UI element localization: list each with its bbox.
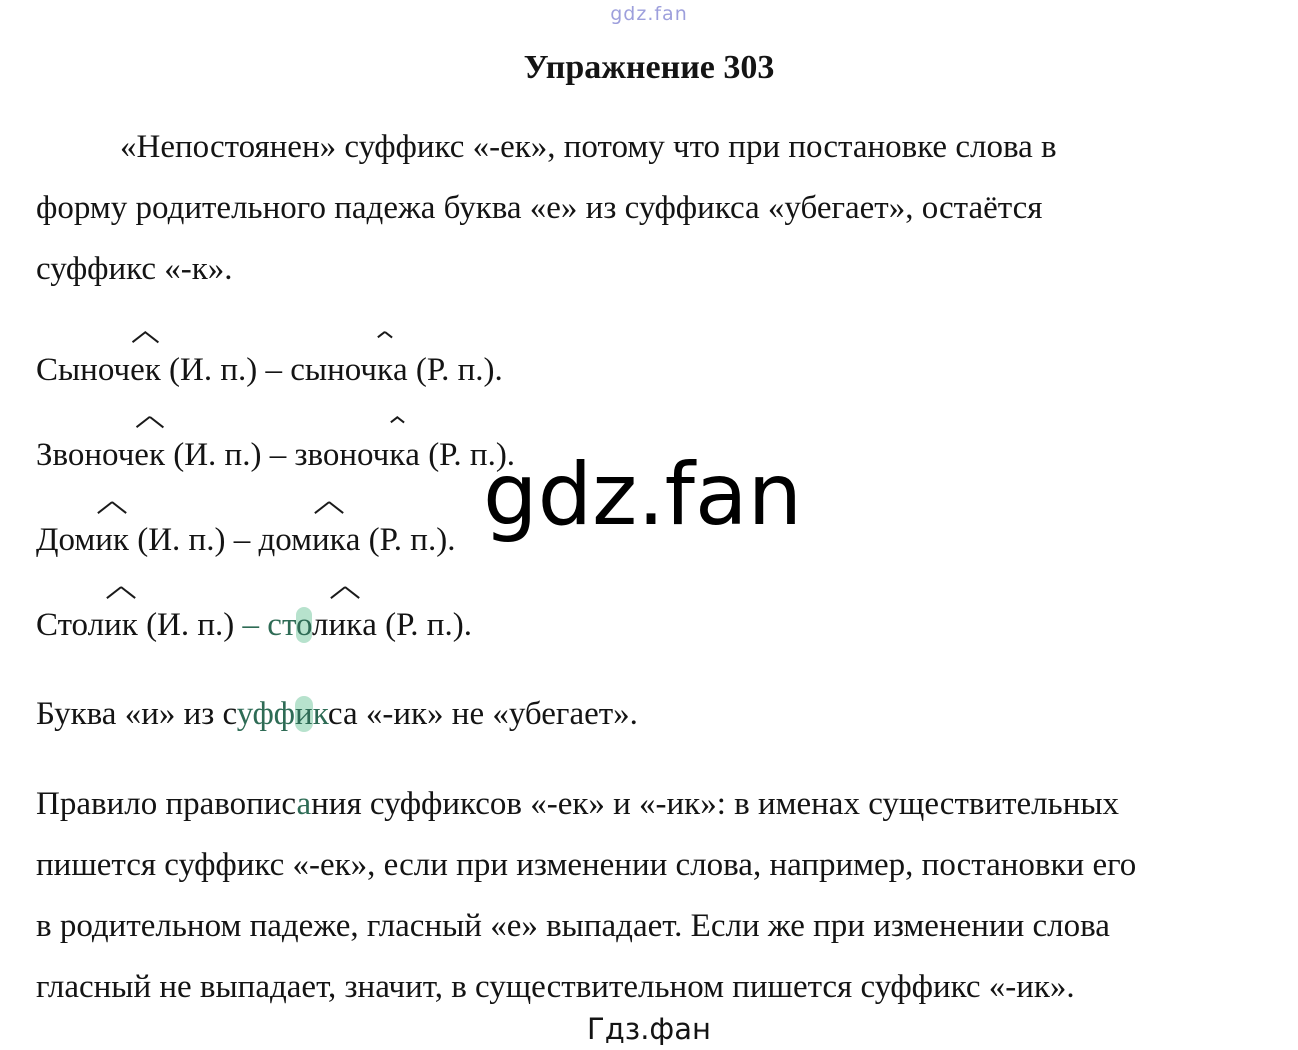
text-segment: суффикс «-к». (36, 251, 233, 287)
text-segment: Буква «и» из с (36, 696, 237, 732)
text-segment: о (295, 607, 313, 643)
text-segment: Сыноч (36, 352, 131, 388)
rule-line-1 (36, 774, 1262, 835)
example-synochek (36, 340, 1262, 401)
rule-line-2 (36, 835, 1262, 896)
text-segment: пишется суффикс «-ек», если при изменении слова, например, постановки его (36, 847, 1137, 883)
text-segment: а (Р. п.). (362, 607, 472, 643)
center-watermark-text: gdz.fan (483, 445, 803, 545)
text-segment: л (312, 607, 329, 643)
suffix-caret: ек (134, 425, 165, 486)
page-title: Упражнение 303 (523, 49, 775, 86)
intro-line-2 (36, 178, 1262, 239)
text-segment: форму родительного падежа буква «е» из суффикса «убегает», остаётся (36, 190, 1043, 226)
top-watermark-text: gdz.fan (610, 3, 688, 25)
text-segment: а (Р. п.). (405, 437, 516, 473)
suffix-caret: ек (130, 340, 161, 401)
example-stolik (36, 595, 1262, 656)
rule-line-4 (36, 957, 1262, 1018)
suffix-caret: ик (312, 510, 346, 571)
text-segment: Звоноч (36, 437, 135, 473)
suffix-caret: к (389, 425, 405, 486)
text-segment: а (296, 786, 312, 822)
exercise-body (36, 117, 1262, 1018)
text-segment: – ст (242, 607, 296, 643)
text-segment: в родительном падеже, гласный «е» выпадает. Если же при изменении слова (36, 908, 1110, 944)
suffix-caret: ик (95, 510, 129, 571)
note-line (36, 684, 1262, 745)
text-segment: са «-ик» не «убегает». (327, 696, 638, 732)
text-segment: Стол (36, 607, 105, 643)
intro-line-3 (36, 239, 1262, 300)
suffix-caret: к (377, 340, 393, 401)
rule-line-3 (36, 896, 1262, 957)
text-segment: «Непостоянен» суффикс «-ек», потому что при постановке слова в (120, 129, 1057, 165)
text-segment: уфф (236, 696, 296, 732)
text-segment: Дом (36, 522, 96, 558)
footer-site-name: Гдз.фан (587, 1012, 711, 1046)
text-segment: (И. п.) (137, 607, 243, 643)
text-segment: Правило правопис (36, 786, 297, 822)
text-segment: (И. п.) – сыноч (160, 352, 377, 388)
text-segment: а (Р. п.). (393, 352, 503, 388)
text-segment: к (312, 696, 328, 732)
text-segment: ния суффиксов «-ек» и «-ик»: в именах существительных (311, 786, 1120, 822)
suffix-caret: ик (104, 595, 138, 656)
intro-line-1 (36, 117, 1262, 178)
text-segment: гласный не выпадает, значит, в существительном пишется суффикс «-ик». (36, 969, 1075, 1005)
text-segment: а (Р. п.). (345, 522, 456, 558)
text-segment: (И. п.) – дом (128, 522, 312, 558)
suffix-caret: ик (328, 595, 362, 656)
text-segment: и (295, 696, 313, 732)
text-segment: (И. п.) – звоноч (164, 437, 390, 473)
